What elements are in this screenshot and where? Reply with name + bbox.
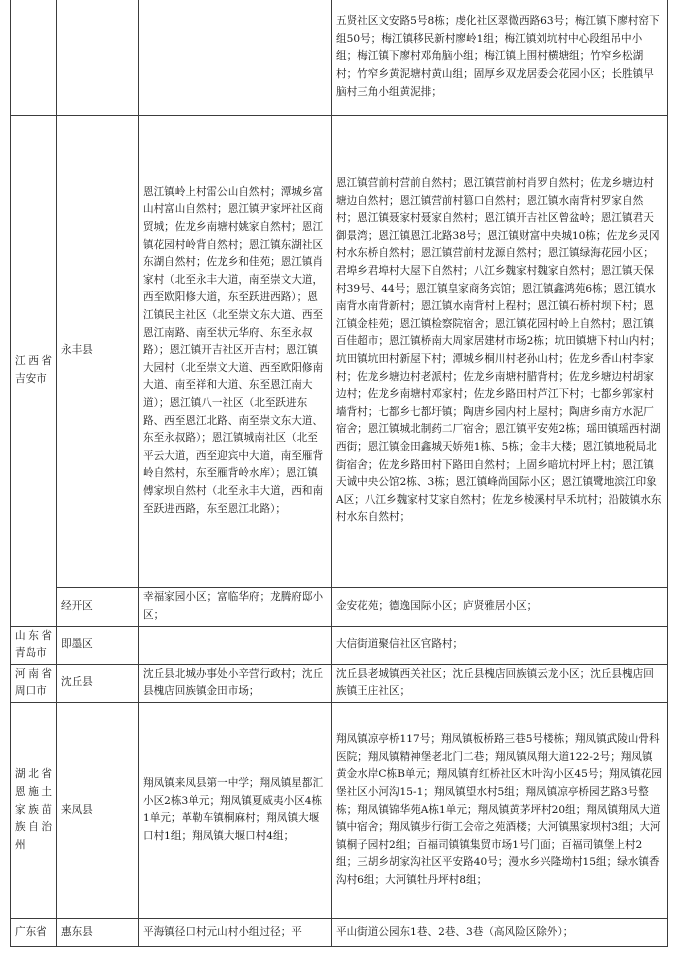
low-risk-cell: 恩江镇营前村营前自然村；恩江镇营前村肖罗自然村；佐龙乡塘边村塘边自然村；恩江镇营前村篡口自然村；恩江镇水南背村罗家自然村；恩江镇聂家村聂家自然村；恩江镇开吉社区曾盆岭；恩江镇君天御景湾；恩江镇恩江北路38号；恩江镇财富中央城10栋；佐龙乡灵冈村水东桥自然村；恩江镇营前村龙源自然村；恩江镇绿海花园小区；君埠乡君埠村大屋下自然村；八江乡魏家村魏家自然村；恩江镇天保村39号、44号；恩江镇皇家商务宾馆；恩江镇鑫鸿苑6栋；恩江镇水南背水南背新村；恩江镇水南背村上程村；恩江镇石桥村坝下村；恩江镇金桂苑；恩江镇检察院宿舍；恩江镇花园村岭上自然村；恩江镇百佳超市；恩江镇桥南大周家居建材市场2栋；坑田镇塘下村山内村；坑田镇坑田村新屋下村；潭城乡桐川村老孙山村；佐龙乡香山村李家村；佐龙乡塘边村老派村；佐龙乡南塘村腊背村；佐龙乡塘边村胡家边村；佐龙乡南塘村邓家村；佐龙乡路田村芦江下村；七都乡郭家村墙背村；七都乡七都圩镇；陶唐乡园内村上屋村；陶唐乡南方水泥厂宿舍；恩江镇城北制药二厂宿舍；恩江镇平安苑2栋；瑶田镇瑶西村湖西街；恩江镇金田鑫城天娇苑1栋、5栋；金丰大楼；恩江镇地税局北街宿舍；佐龙乡路田村下路田自然村；上固乡暗坑村坪上村；恩江镇天诚中央公馆2栋、3栋；恩江镇峰尚国际小区；恩江镇鹭地滨江印象A区；八江乡魏家村艾家自然村；佐龙乡棱溪村早禾坑村；沿陂镇水东村水东自然村； xyxy=(332,115,668,587)
province-cell: 广东省 xyxy=(11,918,57,946)
low-risk-cell: 平山街道公园东1巷、2巷、3巷（高风险区除外）； xyxy=(332,918,668,946)
county-cell: 经开区 xyxy=(57,587,139,626)
low-risk-cell: 五贤社区文安路5号8栋；虔化社区翠微西路63号；梅江镇下廖村窑下组50号；梅江镇移民新村廖岭1组；梅江镇刘坑村中心段组吊中小组；梅江镇下廖村邓角脑小组；梅江镇上围村横塘组；竹窄乡松湖村；竹窄乡黄泥塘村黄山组；固厚乡双龙居委会花园小区；长胜镇早脑村三角小组黄泥排； xyxy=(332,0,668,115)
medium-risk-cell: 翔凤镇来凤县第一中学；翔凤镇星都汇小区2栋3单元；翔凤镇夏威夷小区4栋1单元；革勒车镇桐麻村；翔凤镇大堰口村1组；翔凤镇大堰口村4组； xyxy=(139,702,332,918)
province-cell: 山东省青岛市 xyxy=(11,626,57,664)
medium-risk-cell xyxy=(139,626,332,664)
low-risk-cell: 金安花苑；德逸国际小区；庐贤雅居小区； xyxy=(332,587,668,626)
county-cell xyxy=(57,0,139,115)
medium-risk-cell: 幸福家园小区；富临华府；龙腾府邸小区； xyxy=(139,587,332,626)
province-cell: 河南省周口市 xyxy=(11,664,57,702)
medium-risk-cell: 沈丘县北城办事处小辛营行政村；沈丘县槐店回族镇金田市场； xyxy=(139,664,332,702)
medium-risk-cell xyxy=(139,0,332,115)
table-row xyxy=(11,626,668,664)
table-row xyxy=(11,115,668,587)
low-risk-cell: 大信街道聚信社区官路村； xyxy=(332,626,668,664)
table-row xyxy=(11,0,668,115)
county-cell: 永丰县 xyxy=(57,115,139,587)
low-risk-cell: 沈丘县老城镇西关社区；沈丘县槐店回族镇云龙小区；沈丘县槐店回族镇王庄社区； xyxy=(332,664,668,702)
province-cell xyxy=(11,0,57,115)
county-cell: 来凤县 xyxy=(57,702,139,918)
table-row xyxy=(11,664,668,702)
table-row xyxy=(11,918,668,946)
table-row xyxy=(11,587,668,626)
province-cell: 江西省吉安市 xyxy=(11,115,57,626)
county-cell: 即墨区 xyxy=(57,626,139,664)
medium-risk-cell: 恩江镇岭上村雷公山自然村；潭城乡富山村富山自然村；恩江镇尹家坪社区商贸城；佐龙乡南塘村姚家自然村；恩江镇花园村岭背自然村；恩江镇东湖社区东湖自然村；佐龙乡和佳苑；恩江镇肖家村（北至永丰大道，南至崇文大道，西至欧阳修大道，东至跃进西路）；恩江镇民主社区（北至崇文东大道、西至恩江南路、南至状元华府、东至永叔路）；恩江镇开吉社区开吉村；恩江镇大园村（北至崇文大道、西至欧阳修南大道、南至祥和大道、东至恩江南大道）；恩江镇八一社区（北至跃进东路、西至恩江北路、南至崇文东大道、东至永叔路）；恩江镇城南社区（北至平云大道，西至迎宾中大道，南至雁背岭自然村，东至雁背岭水库）；恩江镇傅家坝自然村（北至永丰大道，西和南至跃进西路，东至恩江北路）； xyxy=(139,115,332,587)
table-row xyxy=(11,702,668,918)
low-risk-cell: 翔凤镇凉亭桥117号；翔凤镇板桥路三巷5号楼栋；翔凤镇武陵山骨科医院；翔凤镇精神堡老北门二巷；翔凤镇凤翔大道122-2号；翔凤镇黄金水岸C栋B单元；翔凤镇育红桥社区木叶沟小区45号；翔凤镇花园堡社区小河沟15-1；翔凤镇望水村5组；翔凤镇凉亭桥园艺路3号整栋；翔凤镇锦华苑A栋1单元；翔凤镇黄茅坪村20组；翔凤镇翔凤大道镇中宿舍；翔凤镇步行街工会帝之苑酒楼；大河镇黑家坝村3组；大河镇桐子园村2组；百福司镇镇集贸市场1号门面；百福司镇堡上村2组；三胡乡胡家沟社区平安路40号；漫水乡兴隆坳村15组；绿水镇香沟村6组；大河镇牡丹坪村8组； xyxy=(332,702,668,918)
county-cell: 惠东县 xyxy=(57,918,139,946)
risk-area-table xyxy=(10,0,668,947)
county-cell: 沈丘县 xyxy=(57,664,139,702)
medium-risk-cell: 平海镇径口村元山村小组过径；平 xyxy=(139,918,332,946)
province-cell: 湖北省恩施土家族苗族自治州 xyxy=(11,702,57,918)
